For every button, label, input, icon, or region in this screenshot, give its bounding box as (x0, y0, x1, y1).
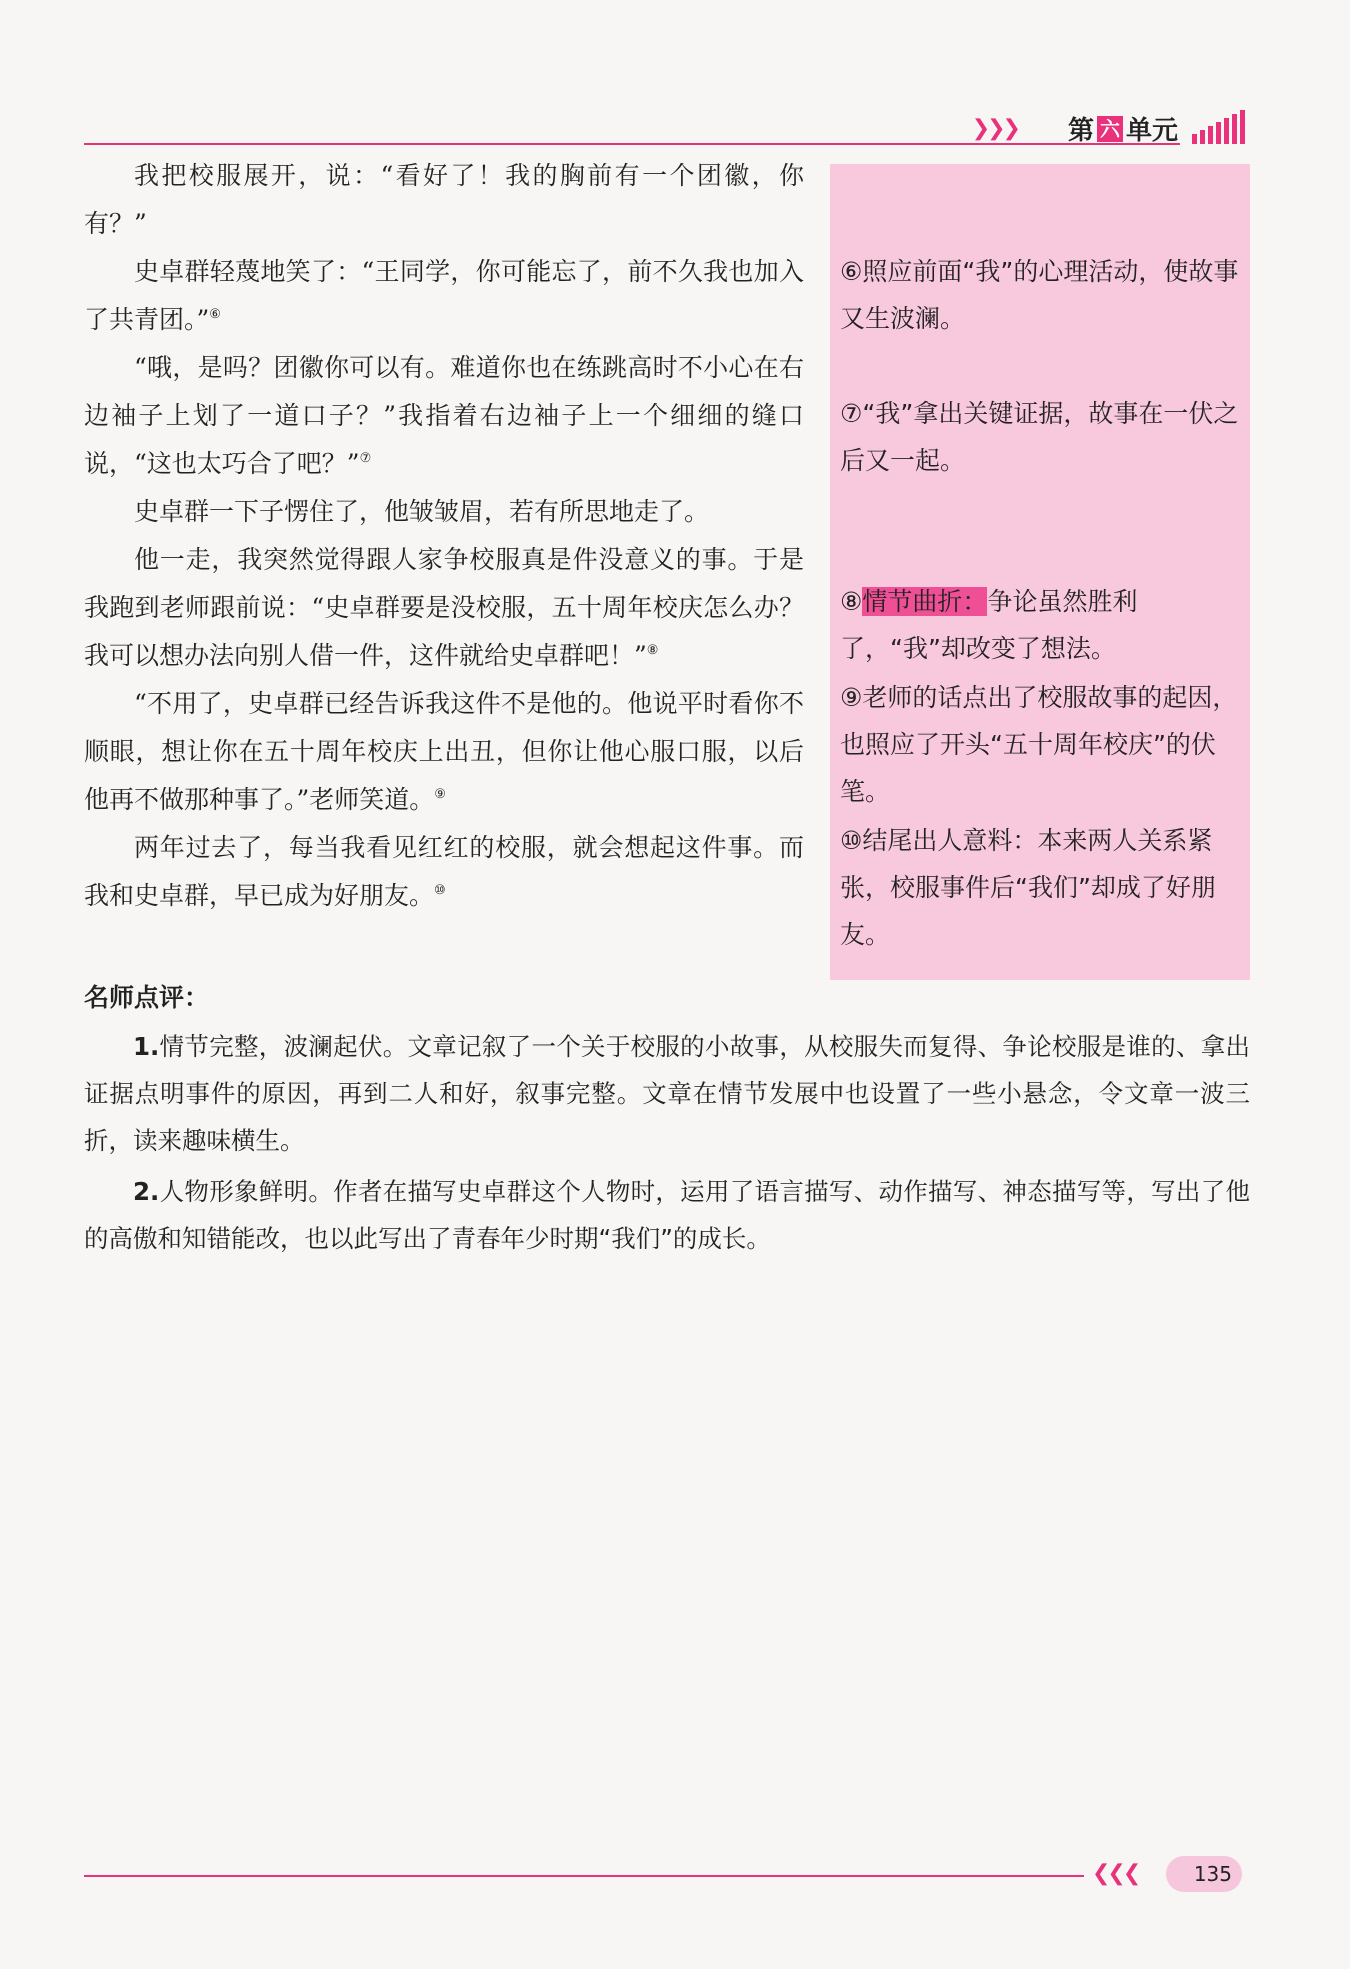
story-paragraph: 他一走，我突然觉得跟人家争校服真是件没意义的事。于是我跑到老师跟前说：“史卓群要是没校服，五十周年校庆怎么办？我可以想办法向别人借一件，这件就给史卓群吧！”⑧ (84, 545, 804, 670)
highlight-label: 情节曲折： (862, 587, 988, 616)
footer-rule (84, 1875, 1084, 1877)
story-paragraph: 两年过去了，每当我看见红红的校服，就会想起这件事。而我和史卓群，早已成为好朋友。⑩ (84, 833, 804, 910)
annotation-marker: ⑥ (209, 307, 221, 322)
annotation-marker: ⑦ (359, 451, 372, 466)
page-number: 135 (1193, 1862, 1232, 1886)
page-number-badge (1166, 1856, 1242, 1892)
story-paragraph: “不用了，史卓群已经告诉我这件不是他的。他说平时看你不顺眼，想让你在五十周年校庆上出丑，但你让他心服口服，以后他再不做那种事了。”老师笑道。⑨ (84, 689, 804, 814)
annotation-note: ⑥照应前面“我”的心理活动，使故事又生波澜。 (840, 257, 1239, 333)
annotation-marker: ⑩ (434, 883, 446, 898)
comment-item: 1.情节完整，波澜起伏。文章记叙了一个关于校服的小故事，从校服失而复得、争论校服是谁的、拿出证据点明事件的原因，再到二人和好，叙事完整。文章在情节发展中也设置了一些小悬念，令文章一波三折，读来趣味横生。 (84, 1032, 1250, 1155)
page-header (84, 108, 1250, 148)
unit-number: 六 (1097, 116, 1123, 142)
header-arrows-icon: ❯❯❯ (971, 116, 1018, 141)
header-rule (84, 143, 1180, 145)
story-paragraph: 我把校服展开，说：“看好了！我的胸前有一个团徽，你有？” (84, 161, 804, 238)
annotation-marker: ⑧ (646, 643, 659, 658)
annotation-note: ⑩结尾出人意料：本来两人关系紧张，校服事件后“我们”却成了好朋友。 (840, 826, 1216, 949)
teacher-comment-title: 名师点评： (84, 983, 210, 1012)
annotation-note: ⑧情节曲折：争论虽然胜利了，“我”却改变了想法。 (840, 587, 1138, 663)
annotation-note: ⑦“我”拿出关键证据，故事在一伏之后又一起。 (840, 399, 1239, 475)
annotation-sidebar (830, 164, 1250, 980)
story-paragraph: 史卓群轻蔑地笑了：“王同学，你可能忘了，前不久我也加入了共青团。”⑥ (84, 257, 804, 334)
footer-arrows-icon: ❮❮❮ (1092, 1861, 1139, 1886)
story-text (84, 152, 804, 920)
annotation-marker: ⑨ (434, 787, 446, 802)
annotation-note: ⑨老师的话点出了校服故事的起因，也照应了开头“五十周年校庆”的伏笔。 (840, 683, 1238, 806)
unit-suffix: 单元 (1125, 116, 1178, 146)
story-paragraph: “哦，是吗？团徽你可以有。难道你也在练跳高时不小心在右边袖子上划了一道口子？”我指着右边袖子上一个细细的缝口说，“这也太巧合了吧？”⑦ (84, 353, 804, 478)
teacher-comments (84, 1023, 1250, 1266)
comment-item: 2.人物形象鲜明。作者在描写史卓群这个人物时，运用了语言描写、动作描写、神态描写等，写出了他的高傲和知错能改，也以此写出了青春年少时期“我们”的成长。 (84, 1177, 1250, 1253)
unit-title (1068, 110, 1178, 147)
unit-prefix: 第 (1067, 116, 1094, 146)
story-paragraph: 史卓群一下子愣住了，他皱皱眉，若有所思地走了。 (134, 497, 710, 526)
signal-bars-icon (1190, 108, 1250, 144)
